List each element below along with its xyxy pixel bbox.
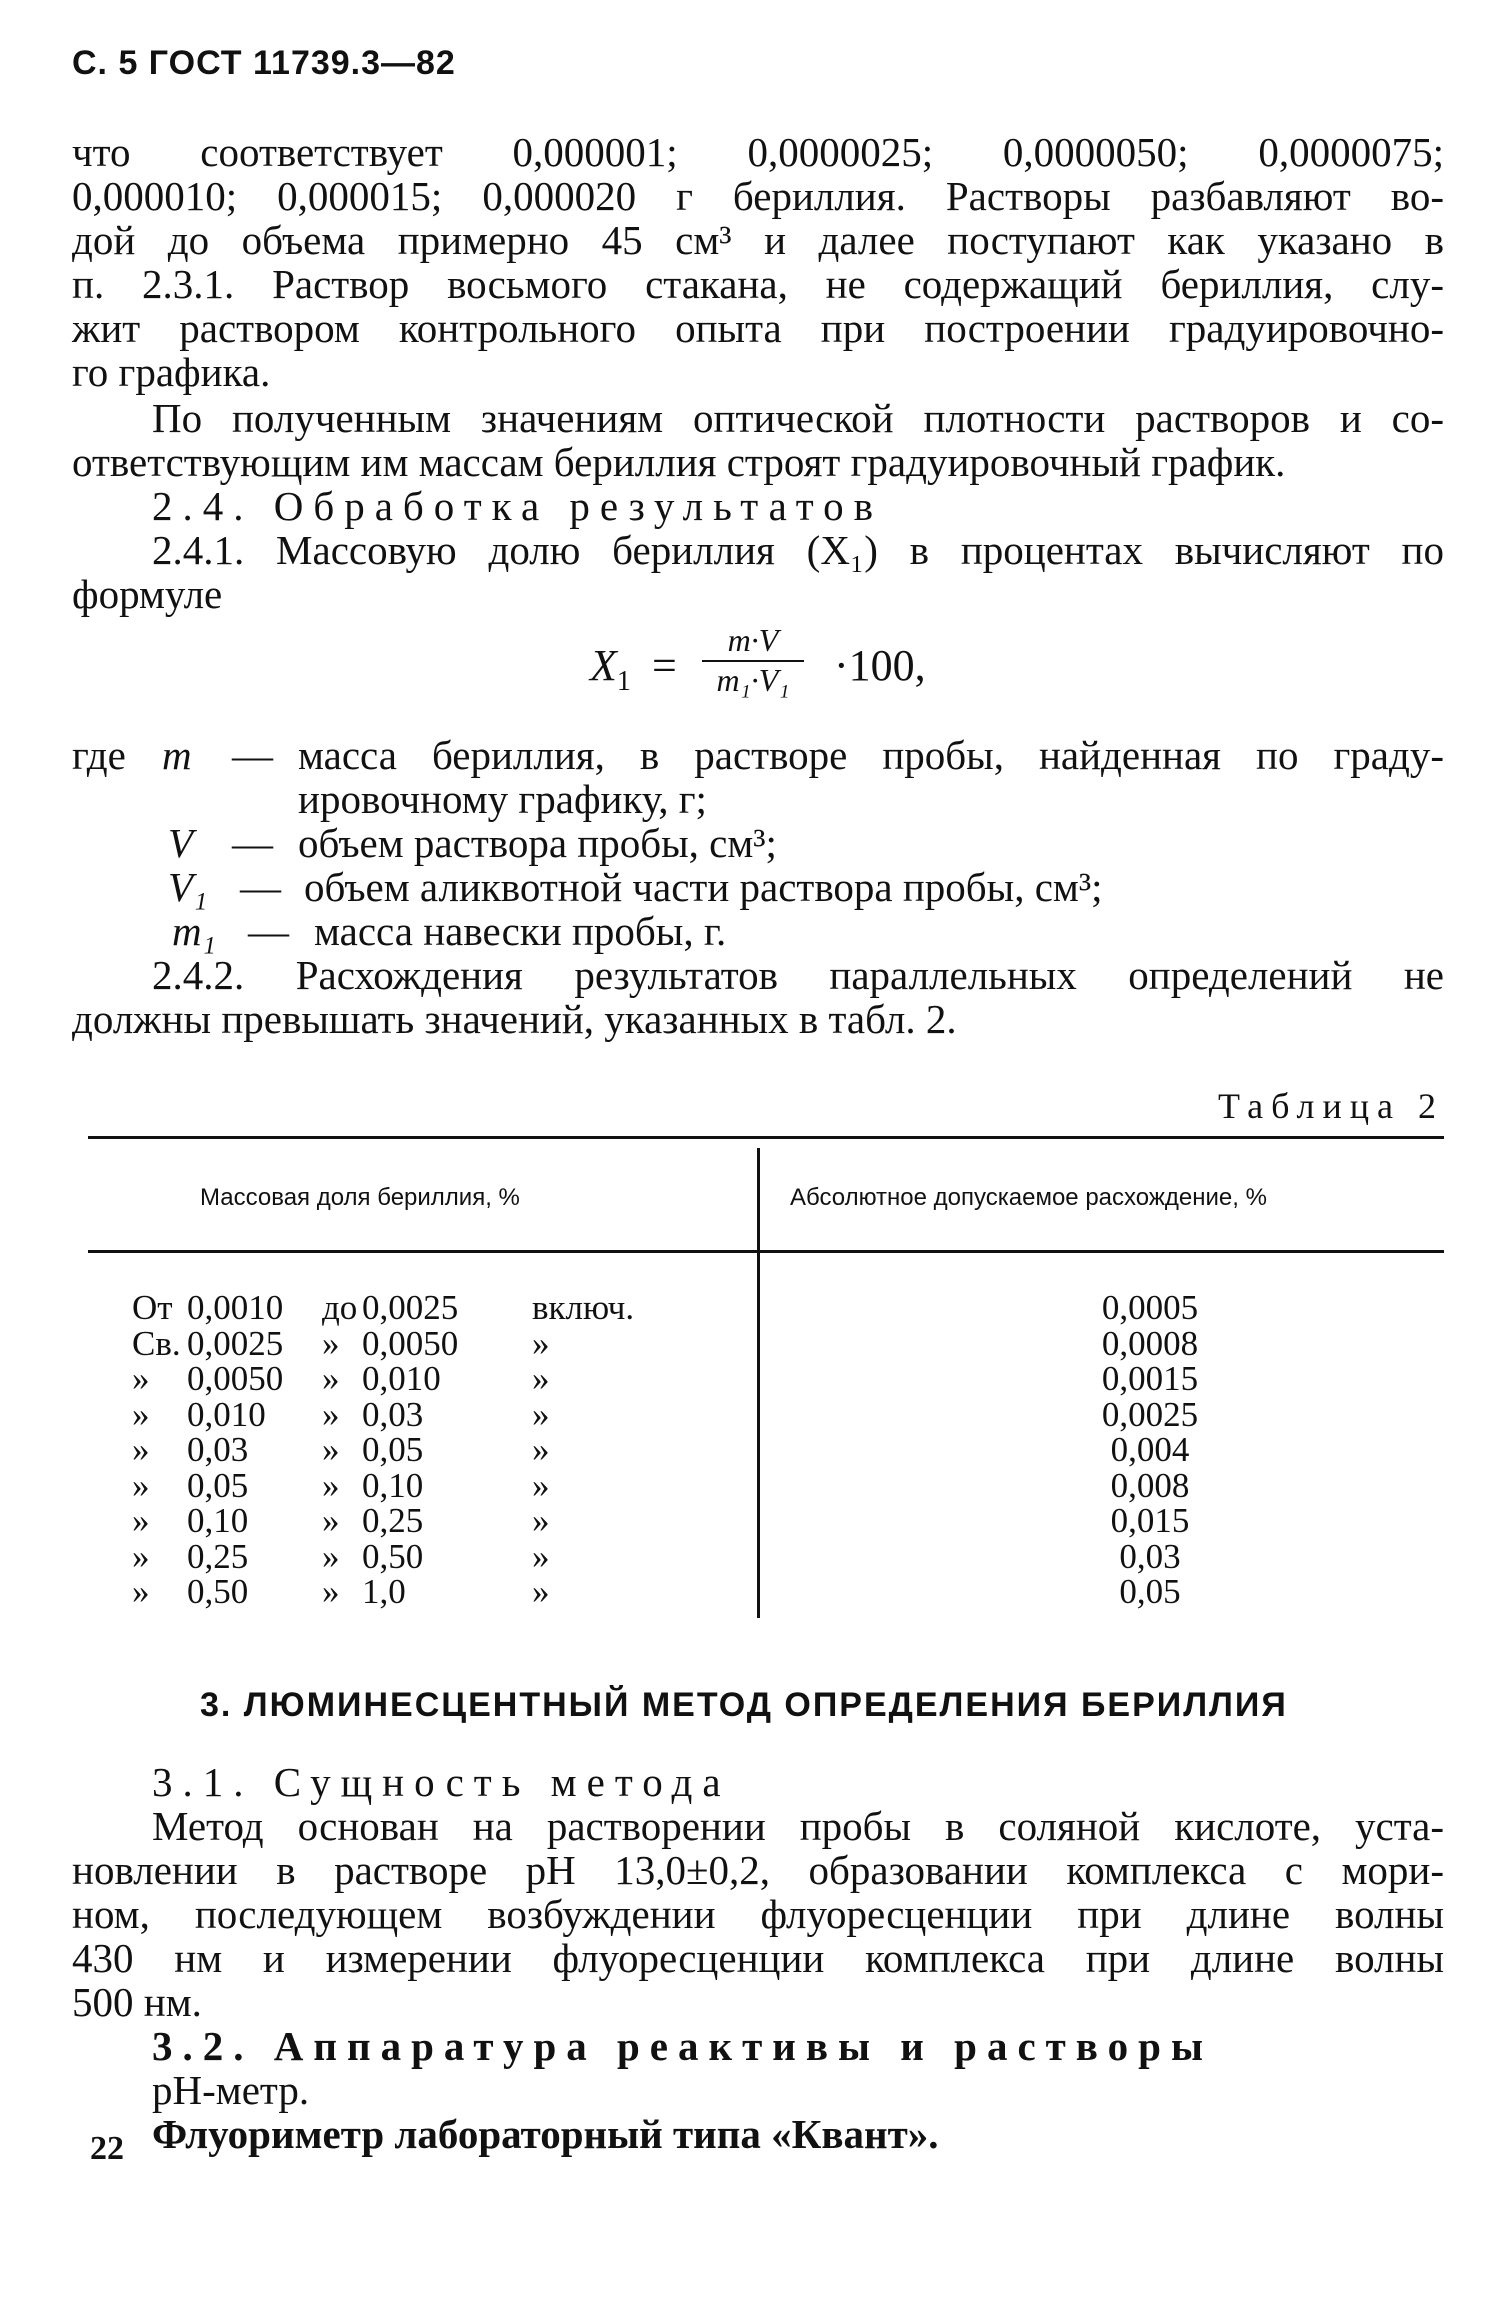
table-row — [132, 1361, 692, 1397]
table-cell-range-part: 0,25 — [187, 1536, 249, 1576]
table-cell-range-part: » — [532, 1430, 550, 1469]
table-cell-range-part: 0,10 — [362, 1465, 424, 1505]
formula-equals: = — [652, 641, 677, 690]
table-cell-tolerance: 0,0005 — [1101, 1288, 1199, 1327]
table-cell-range-part: » — [322, 1430, 340, 1469]
table-cell-range-part: » — [532, 1501, 550, 1540]
table-cell-tolerance: 0,008 — [1110, 1465, 1190, 1505]
paragraph-3-2 — [72, 2068, 1444, 2156]
table-cell-tolerance: 0,015 — [1110, 1501, 1190, 1540]
table-cell-range-part: » — [322, 1536, 340, 1576]
table-cell-range-part: 0,05 — [187, 1465, 249, 1505]
where-label: где — [72, 732, 126, 778]
paragraph-3-1 — [72, 1804, 1444, 2024]
text-line: 0,000010; 0,000015; 0,000020 г бериллия. Растворы разбавляют во- — [72, 173, 1444, 219]
paragraph-2-4-2 — [72, 953, 1444, 1041]
text-line: ном, последующем возбуждении флуоресценции при длине волны — [72, 1891, 1444, 1937]
text-line: По полученным значениям оптической плотности растворов и со- — [152, 395, 1444, 441]
section-heading-3-2 — [72, 2024, 1444, 2068]
definition-v1 — [72, 865, 1444, 909]
definition-text: масса бериллия, в растворе пробы, найденная по граду- — [298, 732, 1444, 778]
section-heading-text: 3.1. Сущность метода — [152, 1759, 731, 1805]
formula-tail: ·100, — [834, 641, 926, 690]
table-row — [132, 1290, 692, 1326]
table-cell-range-part: включ. — [532, 1288, 635, 1327]
table-cell-range-part: » — [132, 1394, 150, 1434]
table-cell-range-part: » — [132, 1359, 150, 1398]
definition-dash: — — [232, 732, 273, 778]
table-cell-range-part: до — [322, 1288, 358, 1327]
definition-m — [72, 733, 1444, 777]
page-header: С. 5 ГОСТ 11739.3—82 — [72, 44, 456, 82]
table-cell-tolerance: 0,05 — [1119, 1572, 1181, 1611]
text-line: жит раствором контрольного опыта при построении градуировочно- — [72, 305, 1444, 351]
table-column-ranges — [132, 1290, 692, 1610]
table-cell-range-part: » — [322, 1465, 340, 1505]
table-cell-range-part: 0,0010 — [187, 1288, 284, 1327]
table-cell-tolerance: 0,0025 — [1101, 1394, 1199, 1434]
table-cell-range-part: » — [322, 1359, 340, 1398]
table-cell-range-part: 0,0025 — [187, 1323, 284, 1363]
table-cell-range-part: » — [322, 1323, 340, 1363]
table-cell-range-part: » — [532, 1572, 550, 1611]
table-cell-range-part: » — [322, 1572, 340, 1611]
table-cell-tolerance: 0,0008 — [1101, 1323, 1199, 1363]
table-cell-range-part: » — [132, 1465, 150, 1505]
table-cell-range-part: От — [132, 1288, 173, 1327]
definition-dash: — — [240, 864, 281, 910]
table-cell-range-part: » — [322, 1394, 340, 1434]
text-line: должны превышать значений, указанных в табл. 2. — [72, 996, 957, 1042]
definition-v — [72, 821, 1444, 865]
table-cell-range-part: » — [532, 1359, 550, 1398]
table-cell-range-part: 0,50 — [187, 1572, 249, 1611]
text-line: 2.4.1. Массовую долю бериллия (X₁) в процентах вычисляют по — [152, 527, 1444, 573]
table-cell-range-part: 0,0050 — [187, 1359, 284, 1398]
table-row — [132, 1503, 692, 1539]
definition-text: ировочному графику, г; — [298, 776, 707, 822]
definition-m1 — [72, 909, 1444, 953]
section-heading-text: 2.4. Обработка результатов — [152, 483, 884, 529]
definition-text: объем раствора пробы, см³; — [298, 820, 777, 866]
text-line: го графика. — [72, 349, 271, 395]
text-line: п. 2.3.1. Раствор восьмого стакана, не содержащий бериллия, слу- — [72, 261, 1444, 307]
text-line: формуле — [72, 571, 223, 617]
table-cell-tolerance: 0,004 — [1110, 1430, 1190, 1469]
table-cell-range-part: 0,0025 — [362, 1288, 459, 1327]
paragraph-2-4-1 — [72, 528, 1444, 616]
definition-text: объем аликвотной части раствора пробы, см³; — [304, 864, 1103, 910]
text-line: новлении в растворе pH 13,0±0,2, образовании комплекса с мори- — [72, 1847, 1444, 1893]
table-cell-range-part: 0,50 — [362, 1536, 424, 1576]
table-cell-range-part: 0,03 — [362, 1394, 424, 1434]
table-row — [132, 1574, 692, 1610]
definition-symbol: V₁ — [168, 864, 208, 910]
definition-symbol: m — [162, 732, 192, 778]
table-column-values — [1050, 1290, 1250, 1610]
text-line: дой до объема примерно 45 см³ и далее поступают как указано в — [72, 217, 1444, 263]
formula-numerator: m·V — [727, 622, 779, 658]
table-caption: Таблица 2 — [1218, 1086, 1444, 1126]
section-3-title: 3. ЛЮМИНЕСЦЕНТНЫЙ МЕТОД ОПРЕДЕЛЕНИЯ БЕРИЛЛИЯ — [200, 1686, 1288, 1724]
table-row — [132, 1432, 692, 1468]
table-header-mass-fraction: Массовая доля бериллия, % — [200, 1184, 520, 1211]
table-cell-range-part: 0,010 — [187, 1394, 266, 1434]
section-heading-3-1 — [72, 1760, 1444, 1804]
table-cell-range-part: » — [532, 1536, 550, 1576]
table-cell-range-part: » — [132, 1572, 150, 1611]
table-cell-range-part: » — [532, 1323, 550, 1363]
definition-dash: — — [232, 820, 273, 866]
table-row — [132, 1465, 692, 1505]
table-cell-range-part: 0,25 — [362, 1501, 424, 1540]
table-column-divider — [757, 1148, 760, 1618]
text-line: 430 нм и измерении флуоресценции комплекса при длине волны — [72, 1935, 1444, 1981]
table-cell-range-part: » — [132, 1536, 150, 1576]
table-cell-range-part: 0,10 — [187, 1501, 249, 1540]
table-cell-tolerance: 0,0015 — [1101, 1359, 1199, 1398]
formula-definitions — [72, 733, 1444, 953]
text-line: 2.4.2. Расхождения результатов параллельных определений не — [152, 952, 1444, 998]
table-cell-range-part: » — [132, 1501, 150, 1540]
table-row — [132, 1323, 692, 1363]
table-cell-range-part: 0,010 — [362, 1359, 441, 1398]
table-cell-range-part: Св. — [132, 1323, 181, 1363]
table-cell-tolerance: 0,03 — [1119, 1536, 1181, 1576]
table-row — [132, 1394, 692, 1434]
definition-text: масса навески пробы, г. — [314, 908, 727, 954]
definition-dash: — — [248, 908, 289, 954]
formula-denominator: m₁·V₁ — [716, 662, 790, 698]
page-number: 22 — [90, 2130, 124, 2167]
text-line: что соответствует 0,000001; 0,0000025; 0,0000050; 0,0000075; — [72, 129, 1444, 175]
text-line: Метод основан на растворении пробы в соляной кислоте, уста- — [152, 1803, 1444, 1849]
table-cell-range-part: 0,03 — [187, 1430, 249, 1469]
table-row — [132, 1536, 692, 1576]
section-heading-text: 3.2. Аппаратура реактивы и растворы — [152, 2023, 1213, 2069]
paragraph-calibration-graph — [72, 396, 1444, 484]
text-line: 500 нм. — [72, 1979, 202, 2025]
table-cell-range-part: » — [132, 1430, 150, 1469]
table-cell-range-part: » — [532, 1465, 550, 1505]
table-cell-range-part: » — [322, 1501, 340, 1540]
table-header-rule — [88, 1250, 1444, 1253]
definition-symbol: m₁ — [172, 908, 216, 954]
table-cell-range-part: » — [532, 1394, 550, 1434]
table-cell-range-part: 0,05 — [362, 1430, 424, 1469]
definition-m-continued — [72, 777, 1444, 821]
formula-fraction — [698, 622, 808, 699]
text-line: ответствующим им массам бериллия строят градуировочный график. — [72, 439, 1286, 485]
text-line: pH-метр. — [152, 2067, 310, 2113]
table-cell-range-part: 0,0050 — [362, 1323, 459, 1363]
table-header-tolerance: Абсолютное допускаемое расхождение, % — [790, 1184, 1267, 1211]
formula-lhs: $X_1$ — [590, 641, 631, 697]
table-cell-range-part: 1,0 — [362, 1572, 406, 1611]
paragraph-calibration-solutions — [72, 130, 1444, 394]
definition-symbol: V — [168, 820, 194, 866]
section-heading-2-4 — [72, 484, 1444, 528]
table-top-rule — [88, 1136, 1444, 1139]
text-line: Флуориметр лабораторный типа «Квант». — [152, 2111, 939, 2157]
